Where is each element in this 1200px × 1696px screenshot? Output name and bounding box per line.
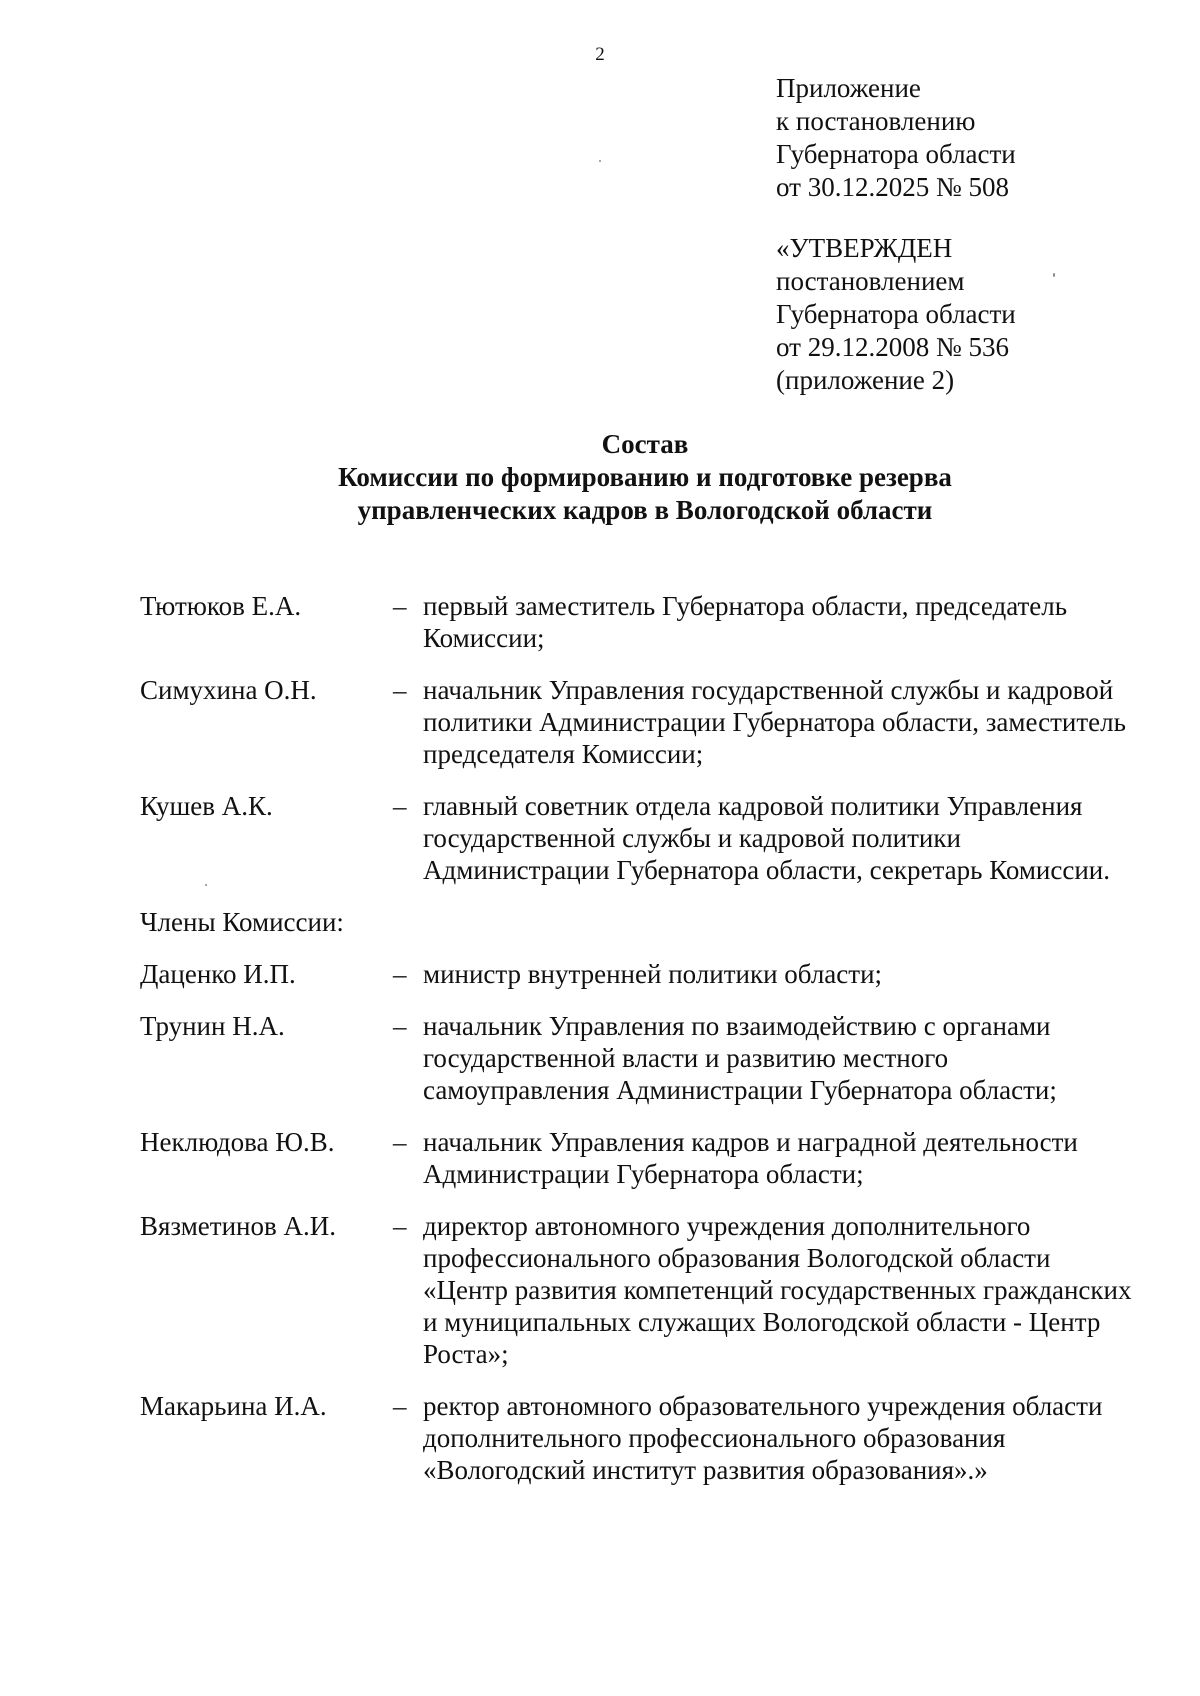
member-name: Трунин Н.А.: [140, 1011, 285, 1041]
addendum-line: от 30.12.2025 № 508: [776, 172, 1009, 202]
dash: –: [393, 1391, 407, 1421]
addendum-block: [776, 72, 1016, 204]
list-item: [140, 1390, 1140, 1486]
approval-line: Губернатора области: [776, 299, 1016, 329]
scan-speck: [1053, 273, 1055, 277]
addendum-line: Губернатора области: [776, 139, 1016, 169]
list-item: [140, 790, 1140, 886]
approval-line: постановлением: [776, 266, 965, 296]
list-item: [140, 958, 1140, 990]
dash: –: [393, 1211, 407, 1241]
member-name: Неклюдова Ю.В.: [140, 1127, 335, 1157]
member-name: Вязметинов А.И.: [140, 1211, 336, 1241]
member-role: начальник Управления по взаимодействию с органами государственной власти и развитию местного самоуправления Администрации Губернатора области;: [423, 1011, 1057, 1105]
member-role: начальник Управления государственной службы и кадровой политики Администрации Губернатора области, заместитель председателя Комиссии;: [423, 675, 1126, 769]
list-item: [140, 1210, 1140, 1370]
list-item: [140, 1126, 1140, 1190]
member-role: директор автономного учреждения дополнительного профессионального образования Вологодской области «Центр развития компетенций государственных гражданских и муниципальных служащих Вологодской области - Центр Роста»;: [423, 1211, 1132, 1369]
title-line: Комиссии по формированию и подготовке резерва: [338, 462, 952, 492]
member-role: ректор автономного образовательного учреждения области дополнительного профессионального образования «Вологодский институт развития образования».»: [423, 1391, 1103, 1485]
scan-speck: [205, 884, 207, 886]
member-name: Симухина О.Н.: [140, 675, 317, 705]
members-label: Члены Комиссии:: [140, 907, 344, 937]
dash: –: [393, 959, 407, 989]
approval-block: [776, 232, 1016, 397]
member-name: Кушев А.К.: [140, 791, 273, 821]
dash: –: [393, 591, 407, 621]
addendum-line: к постановлению: [776, 106, 976, 136]
approval-line: (приложение 2): [776, 365, 955, 395]
addendum-line: Приложение: [776, 73, 921, 103]
list-item: [140, 1010, 1140, 1106]
title-line: Состав: [601, 429, 689, 459]
member-name: Макарьина И.А.: [140, 1391, 327, 1421]
member-role: министр внутренней политики области;: [423, 959, 883, 989]
dash: –: [393, 791, 407, 821]
dash: –: [393, 1011, 407, 1041]
dash: –: [393, 1127, 407, 1157]
document-title: [0, 428, 1200, 527]
list-item: [140, 590, 1140, 654]
scan-speck: [599, 160, 601, 162]
approval-line: «УТВЕРЖДЕН: [776, 233, 953, 263]
member-role: начальник Управления кадров и наградной деятельности Администрации Губернатора области;: [423, 1127, 1078, 1189]
approval-line: от 29.12.2008 № 536: [776, 332, 1009, 362]
member-name: Даценко И.П.: [140, 959, 296, 989]
commission-list: [140, 590, 1140, 1506]
list-item: [140, 674, 1140, 770]
member-role: первый заместитель Губернатора области, председатель Комиссии;: [423, 591, 1068, 653]
dash: –: [393, 675, 407, 705]
title-line: управленческих кадров в Вологодской области: [357, 495, 933, 525]
member-role: главный советник отдела кадровой политики Управления государственной службы и кадровой политики Администрации Губернатора области, секретарь Комиссии.: [423, 791, 1110, 885]
page-number: 2: [595, 44, 605, 65]
member-name: Тютюков Е.А.: [140, 591, 302, 621]
